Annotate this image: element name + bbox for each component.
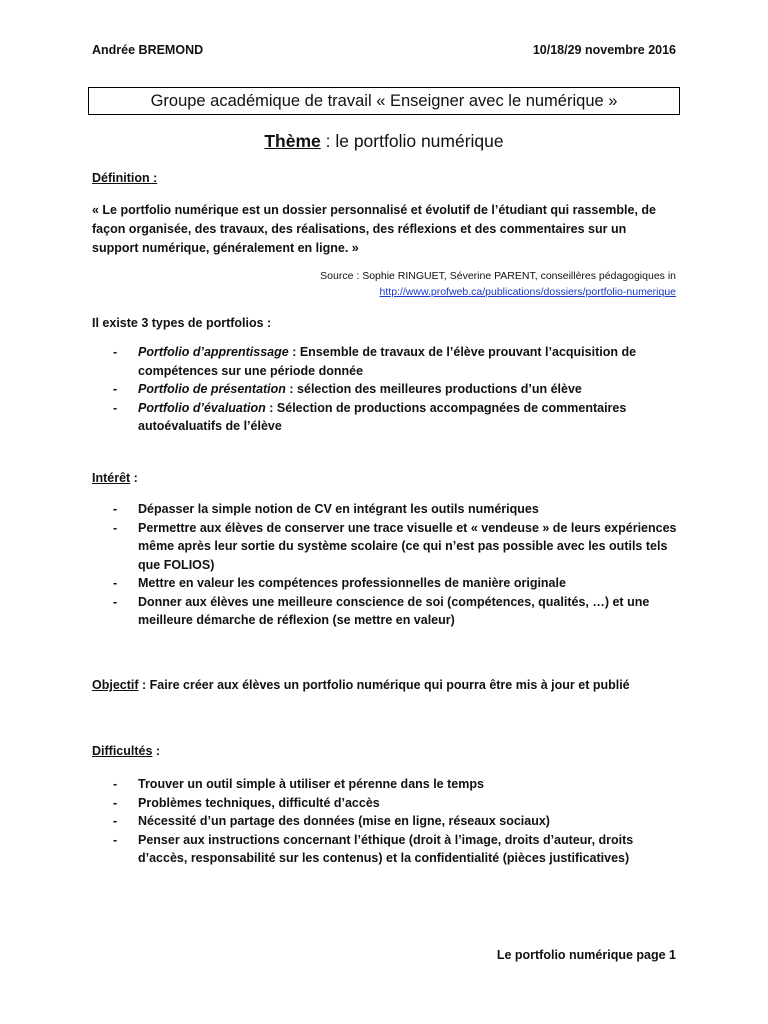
dash-bullet: - <box>113 795 118 810</box>
source-link[interactable]: http://www.profweb.ca/publications/dossiers/portfolio-numerique <box>379 286 676 298</box>
difficultes-heading: Difficultés : <box>92 744 161 758</box>
title-box <box>88 87 680 115</box>
dash-bullet: - <box>113 777 118 791</box>
definition-heading: Définition : <box>92 171 158 185</box>
dash-bullet: - <box>113 832 118 847</box>
theme-keyword: Thème <box>264 131 321 151</box>
source-line: Source : Sophie RINGUET, Séverine PARENT, conseillères pédagogiques in <box>320 270 676 282</box>
dash-bullet: - <box>113 345 118 359</box>
dash-bullet: - <box>113 814 118 828</box>
dash-bullet: - <box>113 502 118 516</box>
list-item: - Portfolio d’apprentissage : Ensemble de travaux de l’élève prouvant l’acquisition de compétences sur une période donnée <box>113 345 637 378</box>
title-text: Groupe académique de travail « Enseigner avec le numérique » <box>150 91 618 110</box>
list-item: - Trouver un outil simple à utiliser et pérenne dans le temps <box>92 775 682 794</box>
theme-line <box>0 131 768 152</box>
dash-bullet: - <box>113 594 118 609</box>
dash-bullet: - <box>113 576 118 590</box>
dash-bullet: - <box>113 382 118 396</box>
objectif-heading: Objectif <box>92 678 139 692</box>
interet-list <box>92 500 682 630</box>
list-item: - Problèmes techniques, difficulté d’accès <box>92 794 682 813</box>
theme-rest: : le portfolio numérique <box>320 131 504 151</box>
objectif-line <box>92 678 630 692</box>
list-item: - Portfolio de présentation : sélection des meilleures productions d’un élève <box>92 380 682 399</box>
header-author: Andrée BREMOND <box>92 43 204 57</box>
header-date: 10/18/29 novembre 2016 <box>532 43 676 57</box>
definition-source <box>320 268 676 300</box>
list-item: - Mettre en valeur les compétences professionnelles de manière originale <box>92 574 682 593</box>
dash-bullet: - <box>113 400 118 415</box>
interet-heading: Intérêt : <box>92 471 138 485</box>
objectif-text: : Faire créer aux élèves un portfolio numérique qui pourra être mis à jour et publié <box>138 678 630 692</box>
list-item: - Dépasser la simple notion de CV en intégrant les outils numériques <box>92 500 682 519</box>
dash-bullet: - <box>113 520 118 535</box>
list-item: - Permettre aux élèves de conserver une trace visuelle et « vendeuse » de leurs expériences même après leur sortie du système scolaire (ce qui n’est pas possible avec les outils tels que FOLIOS) <box>113 520 677 572</box>
page-footer: Le portfolio numérique page 1 <box>496 948 676 962</box>
definition-quote: « Le portfolio numérique est un dossier personnalisé et évolutif de l’étudiant qui rassemble, de façon organisée, des travaux, des réalisations, des réflexions et des commentaires sur un support numérique, généralement en ligne. » <box>92 203 657 255</box>
list-item: - Nécessité d’un partage des données (mise en ligne, réseaux sociaux) <box>92 812 682 831</box>
list-item: - Donner aux élèves une meilleure conscience de soi (compétences, qualités, …) et une meilleure démarche de réflexion (se mettre en valeur) <box>113 594 650 627</box>
difficultes-list <box>92 775 682 868</box>
types-list <box>92 343 682 436</box>
list-item: - Penser aux instructions concernant l’éthique (droit à l’image, droits d’auteur, droits d’accès, responsabilité sur les contenus) et la confidentialité (pièces justificatives) <box>113 832 634 865</box>
list-item: - Portfolio d’évaluation : Sélection de productions accompagnées de commentaires autoévaluatifs de l’élève <box>113 400 627 433</box>
types-intro: Il existe 3 types de portfolios : <box>92 316 272 330</box>
